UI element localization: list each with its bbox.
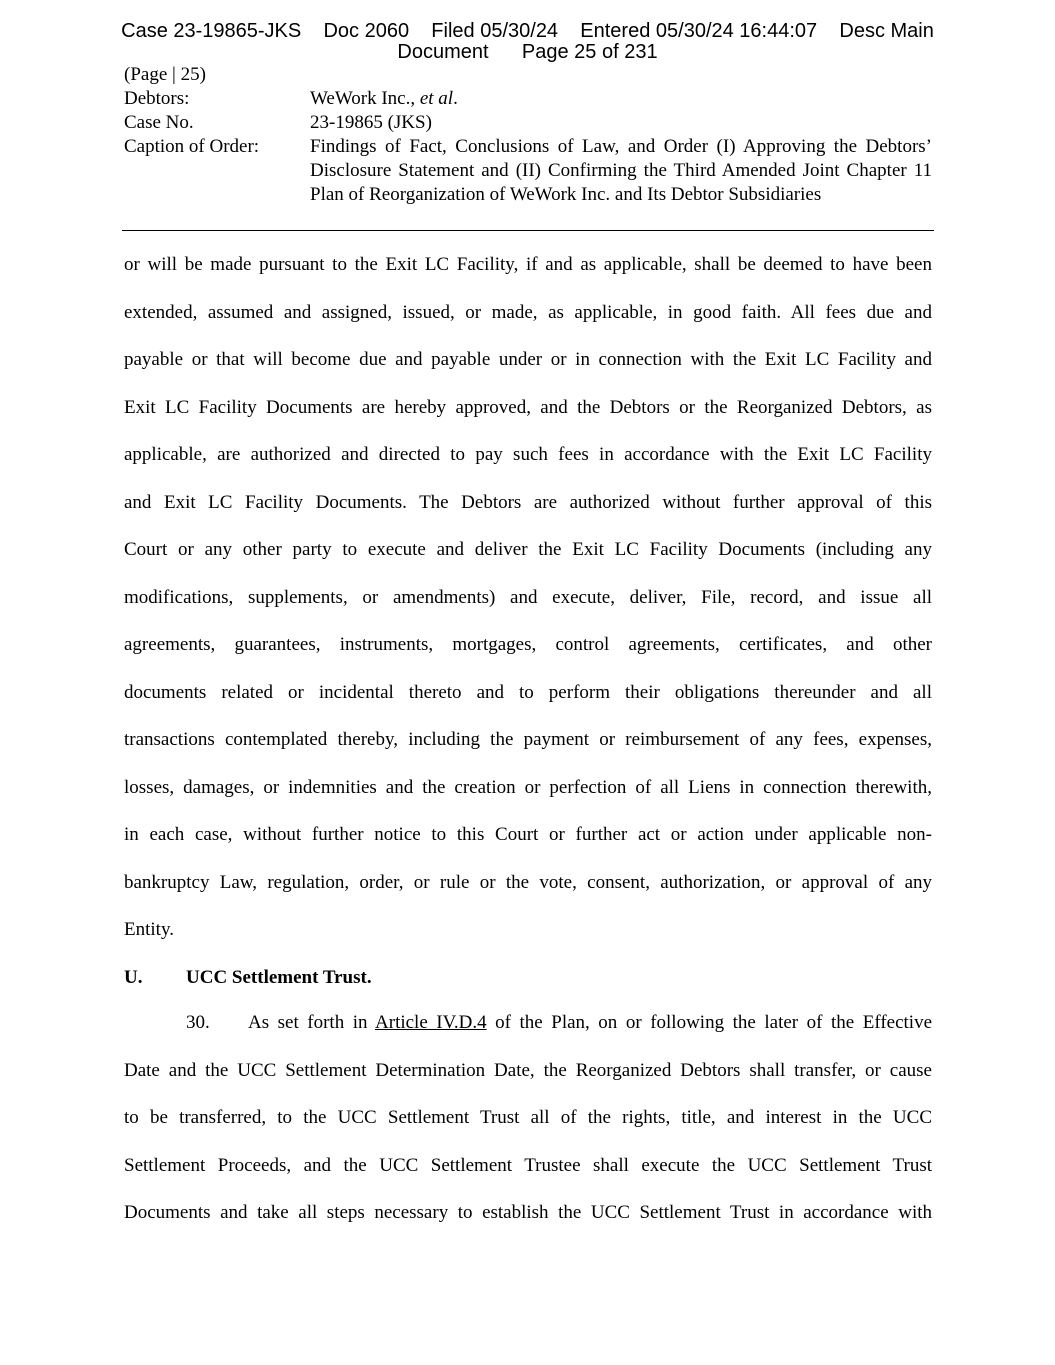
section-heading <box>124 965 372 991</box>
paragraph-number: 30. <box>186 1012 210 1033</box>
text-line: documents related or incidental thereto and to perform their obligations thereunder and all <box>124 681 932 703</box>
debtors-period: . <box>453 88 458 109</box>
text-fragment: As set forth in <box>248 1012 376 1033</box>
text-line: transactions contemplated thereby, including the payment or reimbursement of any fees, expenses, <box>124 729 932 750</box>
debtors-row <box>124 87 932 111</box>
text-line: agreements, guarantees, instruments, mortgages, control agreements, certificates, and other <box>124 634 932 655</box>
text-line: Date and the UCC Settlement Determination Date, the Reorganized Debtors shall transfer, or cause <box>124 1059 932 1081</box>
section-letter: U. <box>124 967 143 988</box>
text-line: Exit LC Facility Documents are hereby approved, and the Debtors or the Reorganized Debtors, as <box>124 396 932 418</box>
case-number-label: Case No. <box>124 112 194 133</box>
text-line: in each case, without further notice to this Court or further act or action under applicable non- <box>124 824 932 845</box>
debtors-et-al: et al <box>419 88 454 109</box>
section-title: UCC Settlement Trust. <box>186 967 372 988</box>
text-line: or will be made pursuant to the Exit LC Facility, if and as applicable, shall be deemed to have been <box>124 254 932 275</box>
case-number-value: 23-19865 (JKS) <box>310 112 432 133</box>
text-line: Entity. <box>124 919 174 940</box>
text-line: applicable, are authorized and directed to pay such fees in accordance with the Exit LC Facility <box>124 444 932 465</box>
text-line: bankruptcy Law, regulation, order, or rule or the vote, consent, authorization, or approval of any <box>124 871 932 893</box>
caption-row <box>124 135 932 207</box>
text-line: Settlement Proceeds, and the UCC Settlement Trustee shall execute the UCC Settlement Trust <box>124 1154 932 1176</box>
text-line: and Exit LC Facility Documents. The Debtors are authorized without further approval of this <box>124 491 932 513</box>
debtors-label: Debtors: <box>124 88 190 109</box>
text-line: Court or any other party to execute and deliver the Exit LC Facility Documents (including any <box>124 539 932 560</box>
paragraph-30 <box>124 999 932 1237</box>
text-line: losses, damages, or indemnities and the creation or perfection of all Liens in connection therewith, <box>124 776 932 798</box>
case-number-row <box>124 111 932 135</box>
text-line: to be transferred, to the UCC Settlement Trust all of the rights, title, and interest in the UCC <box>124 1107 932 1128</box>
caption-header <box>124 63 932 207</box>
debtors-value <box>310 87 932 111</box>
text-line: Documents and take all steps necessary to establish the UCC Settlement Trust in accordance with <box>124 1202 932 1223</box>
article-reference-link[interactable]: Article IV.D.4 <box>375 1012 487 1033</box>
page-reference: (Page | 25) <box>124 64 206 85</box>
text-line: payable or that will become due and payable under or in connection with the Exit LC Facility and <box>124 349 932 370</box>
filing-stamp-line-2: Document Page 25 of 231 <box>397 41 658 63</box>
header-divider <box>122 230 934 231</box>
caption-value: Findings of Fact, Conclusions of Law, and Order (I) Approving the Debtors’ Disclosure Statement and (II) Confirming the Third Amended Joint Chapter 11 Plan of Reorganization of WeWork Inc. and Its Debtor Subsidiaries <box>310 136 932 205</box>
text-fragment: of the Plan, on or following the later of the Effective <box>486 1012 933 1033</box>
text-line: extended, assumed and assigned, issued, or made, as applicable, in good faith. All fees due and <box>124 301 932 323</box>
text-line: modifications, supplements, or amendments) and execute, deliver, File, record, and issue all <box>124 586 932 608</box>
text-line-first <box>124 999 932 1047</box>
caption-label: Caption of Order: <box>124 136 260 157</box>
filing-stamp-line-1: Case 23-19865-JKS Doc 2060 Filed 05/30/24 Entered 05/30/24 16:44:07 Desc Main <box>121 20 934 42</box>
page-reference-row <box>124 63 932 87</box>
debtors-name: WeWork Inc., <box>310 88 420 109</box>
paragraph-continued <box>124 241 932 954</box>
